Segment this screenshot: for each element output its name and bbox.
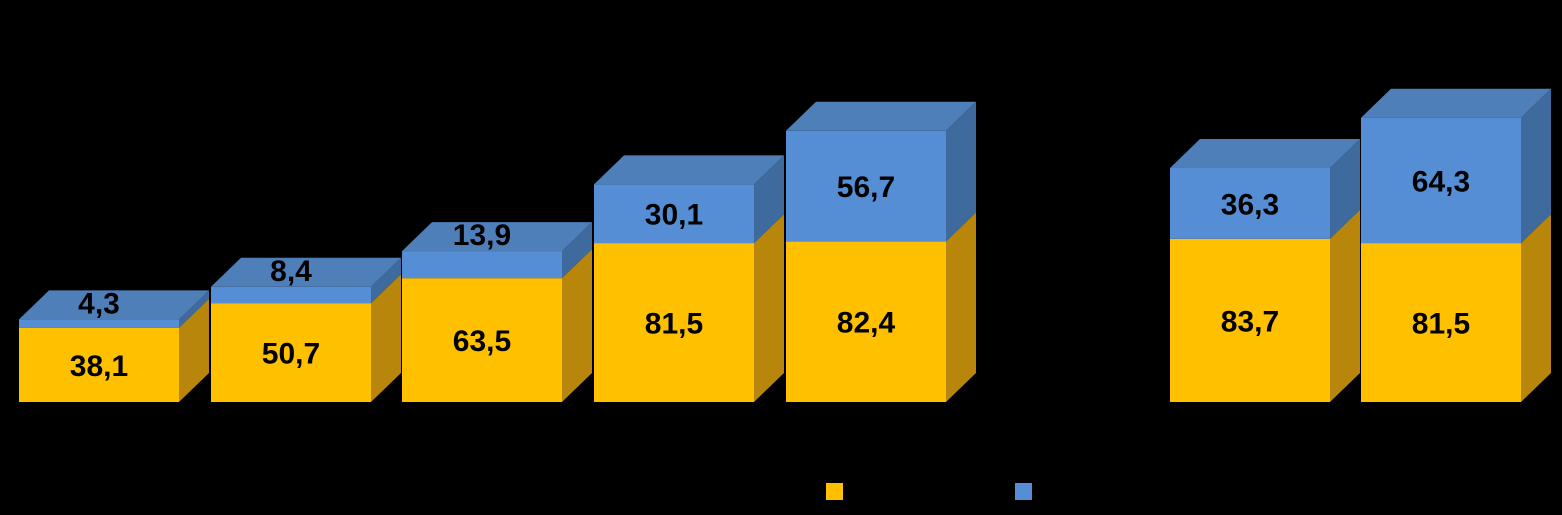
bar-4 [594, 155, 784, 402]
bar-5 [786, 102, 976, 402]
legend-marker-series-2 [1015, 483, 1032, 500]
bar-top-segment [211, 287, 371, 303]
bar-bottom-side [1521, 214, 1551, 402]
bar-top-face [786, 102, 976, 131]
bar-top-segment [402, 251, 562, 278]
value-label-bottom: 63,5 [452, 325, 512, 359]
value-label-bottom: 83,7 [1220, 305, 1280, 339]
value-label-bottom: 50,7 [261, 337, 321, 371]
bar-bottom-side [1330, 210, 1360, 402]
legend-marker-series-1 [826, 483, 843, 500]
value-label-top: 30,1 [644, 198, 704, 232]
bar-top-face [1170, 139, 1360, 168]
value-label-top: 64,3 [1411, 165, 1471, 199]
value-label-bottom: 81,5 [1411, 307, 1471, 341]
value-label-bottom: 81,5 [644, 307, 704, 341]
legend [826, 483, 1032, 500]
bar-6 [1170, 139, 1360, 402]
value-label-bottom: 38,1 [69, 349, 129, 383]
value-label-top: 8,4 [270, 254, 312, 288]
value-label-top: 36,3 [1220, 188, 1280, 222]
bar-top-face [594, 155, 784, 184]
value-label-top: 4,3 [78, 287, 120, 321]
value-label-bottom: 82,4 [836, 306, 896, 340]
bars-layer [19, 89, 1551, 402]
bar-top-segment [19, 319, 179, 327]
value-label-top: 13,9 [452, 219, 512, 253]
bar-bottom-side [754, 214, 784, 402]
bar-bottom-side [946, 212, 976, 402]
value-label-top: 56,7 [836, 171, 896, 205]
bar-7 [1361, 89, 1551, 402]
bar-top-face [1361, 89, 1551, 118]
